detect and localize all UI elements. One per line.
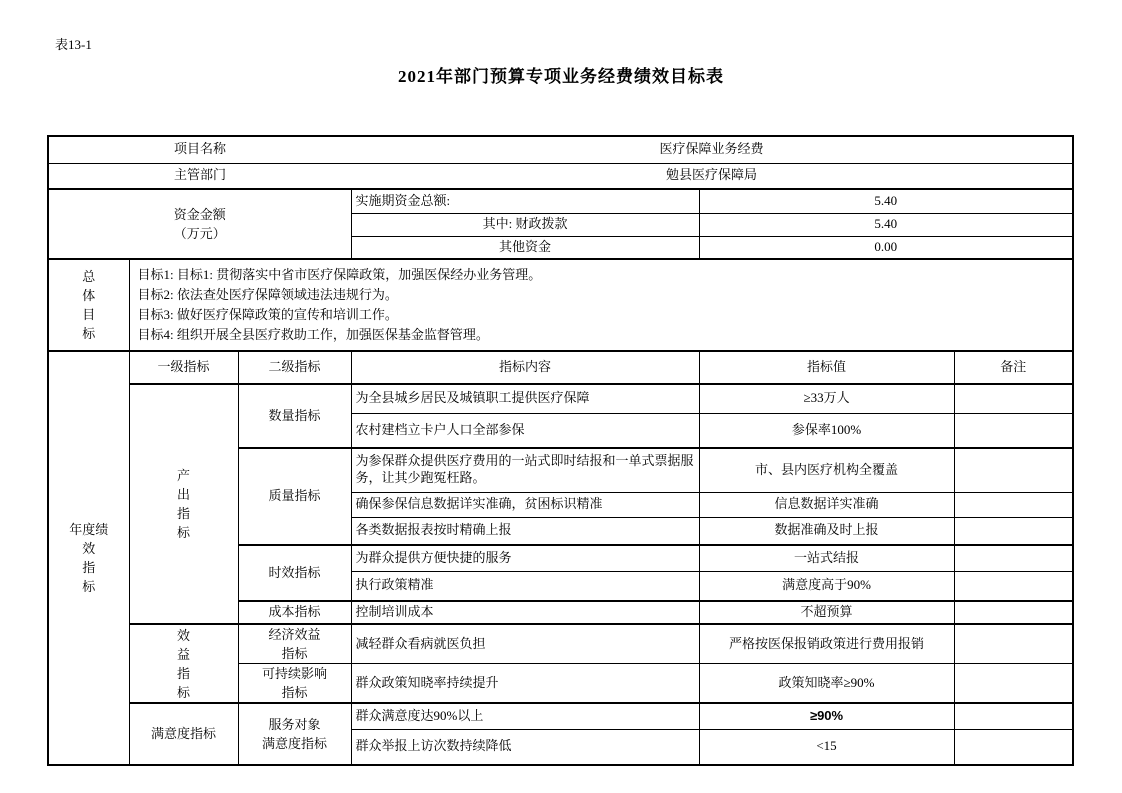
- table-row: [48, 136, 1073, 163]
- indicator-content: 各类数据报表按时精确上报: [351, 517, 699, 545]
- remark-cell: [954, 601, 1073, 624]
- fund-fiscal-label: 其中: 财政拨款: [351, 213, 699, 236]
- label-line: 标: [176, 684, 190, 700]
- label-line: 总: [82, 269, 96, 284]
- indicator-content: 为参保群众提供医疗费用的一站式即时结报和一单式票据服务，让其少跑冤枉路。: [351, 448, 699, 492]
- indicator-content: 执行政策精准: [351, 571, 699, 601]
- header-content: 指标内容: [351, 351, 699, 384]
- remark-cell: [954, 413, 1073, 448]
- table-row: [48, 384, 1073, 413]
- fund-total-value: 5.40: [699, 189, 1073, 213]
- form-number-tag: 表13-1: [55, 37, 92, 52]
- performance-target-table: [47, 135, 1074, 766]
- fund-other-label: 其他资金: [351, 236, 699, 259]
- goal-line: 目标1: 目标1: 贯彻落实中省市医疗保障政策，加强医保经办业务管理。: [137, 267, 542, 282]
- level2-cost-label: 成本指标: [238, 601, 351, 624]
- annual-performance-label: [48, 351, 129, 765]
- remark-cell: [954, 448, 1073, 492]
- label-line: （万元）: [173, 226, 226, 241]
- table-row: [48, 163, 1073, 189]
- remark-cell: [954, 624, 1073, 664]
- department-label: 主管部门: [48, 163, 351, 189]
- label-line: 产: [176, 468, 190, 483]
- label-line: 效: [82, 541, 96, 556]
- remark-cell: [954, 384, 1073, 413]
- indicator-value: 参保率100%: [699, 413, 954, 448]
- indicator-value: 政策知晓率≥90%: [699, 664, 954, 704]
- indicator-value: 满意度高于90%: [699, 571, 954, 601]
- label-line: 目: [82, 307, 96, 322]
- label-line: 满意度指标: [262, 736, 328, 751]
- indicator-content: 减轻群众看病就医负担: [351, 624, 699, 664]
- page-title: 2021年部门预算专项业务经费绩效目标表: [398, 67, 724, 86]
- fund-total-label: 实施期资金总额:: [351, 189, 699, 213]
- label-line: 资金金额: [173, 207, 226, 222]
- level2-quality-label: 质量指标: [238, 448, 351, 545]
- level1-benefit-label: [129, 624, 238, 703]
- label-line: 指: [82, 560, 96, 575]
- indicator-content: 为全县城乡居民及城镇职工提供医疗保障: [351, 384, 699, 413]
- remark-cell: [954, 545, 1073, 571]
- indicator-content: 群众政策知晓率持续提升: [351, 664, 699, 704]
- header-level1: 一级指标: [129, 351, 238, 384]
- header-level2: 二级指标: [238, 351, 351, 384]
- indicator-value: 不超预算: [699, 601, 954, 624]
- label-line: 经济效益: [268, 627, 321, 642]
- label-line: 指: [176, 665, 190, 681]
- label-line: 指标: [281, 646, 308, 661]
- table-row: [48, 351, 1073, 384]
- indicator-content: 农村建档立卡户人口全部参保: [351, 413, 699, 448]
- indicator-value: 一站式结报: [699, 545, 954, 571]
- indicator-value: 数据准确及时上报: [699, 517, 954, 545]
- indicator-content: 为群众提供方便快捷的服务: [351, 545, 699, 571]
- indicator-content: 确保参保信息数据详实准确，贫困标识精准: [351, 492, 699, 517]
- level1-output-label: [129, 384, 238, 624]
- indicator-value: 信息数据详实准确: [699, 492, 954, 517]
- label-line: 益: [176, 646, 190, 662]
- remark-cell: [954, 703, 1073, 729]
- label-line: 体: [82, 288, 96, 303]
- overall-goal-text: [129, 259, 1073, 351]
- level2-quantity-label: 数量指标: [238, 384, 351, 448]
- label-line: 指: [176, 506, 190, 521]
- goal-line: 目标4: 组织开展全县医疗救助工作，加强医保基金监督管理。: [137, 327, 489, 342]
- fund-amount-label: [48, 189, 351, 259]
- indicator-content: 群众满意度达90%以上: [351, 703, 699, 729]
- level2-sustainable-impact-label: [238, 664, 351, 704]
- label-line: 标: [82, 579, 96, 594]
- table-row: [48, 259, 1073, 351]
- level2-economic-benefit-label: [238, 624, 351, 664]
- label-line: 服务对象: [268, 717, 321, 732]
- table-row: [48, 189, 1073, 213]
- overall-goal-label: [48, 259, 129, 351]
- label-line: 年度绩: [69, 522, 109, 537]
- level2-service-satisfaction-label: [238, 703, 351, 765]
- goal-line: 目标3: 做好医疗保障政策的宣传和培训工作。: [137, 307, 398, 322]
- label-line: 标: [176, 525, 190, 540]
- indicator-content: 控制培训成本: [351, 601, 699, 624]
- fund-other-value: 0.00: [699, 236, 1073, 259]
- indicator-value: ≥33万人: [699, 384, 954, 413]
- level2-timeliness-label: 时效指标: [238, 545, 351, 601]
- level1-satisfaction-label: 满意度指标: [129, 703, 238, 765]
- label-line: 指标: [281, 685, 308, 700]
- remark-cell: [954, 517, 1073, 545]
- label-line: 出: [176, 487, 190, 502]
- header-value: 指标值: [699, 351, 954, 384]
- department-value: 勉县医疗保障局: [351, 163, 1073, 189]
- remark-cell: [954, 729, 1073, 765]
- table-row: [48, 624, 1073, 664]
- indicator-value: 市、县内医疗机构全覆盖: [699, 448, 954, 492]
- fund-fiscal-value: 5.40: [699, 213, 1073, 236]
- goal-line: 目标2: 依法查处医疗保障领域违法违规行为。: [137, 287, 398, 302]
- header-remark: 备注: [954, 351, 1073, 384]
- indicator-value: 严格按医保报销政策进行费用报销: [699, 624, 954, 664]
- indicator-value: <15: [699, 729, 954, 765]
- label-line: 可持续影响: [262, 666, 328, 681]
- indicator-value: ≥90%: [699, 703, 954, 729]
- remark-cell: [954, 492, 1073, 517]
- project-name-label: 项目名称: [48, 136, 351, 163]
- project-name-value: 医疗保障业务经费: [351, 136, 1073, 163]
- label-line: 效: [176, 627, 190, 643]
- table-row: [48, 703, 1073, 729]
- remark-cell: [954, 571, 1073, 601]
- remark-cell: [954, 664, 1073, 704]
- indicator-content: 群众举报上访次数持续降低: [351, 729, 699, 765]
- label-line: 标: [82, 326, 96, 341]
